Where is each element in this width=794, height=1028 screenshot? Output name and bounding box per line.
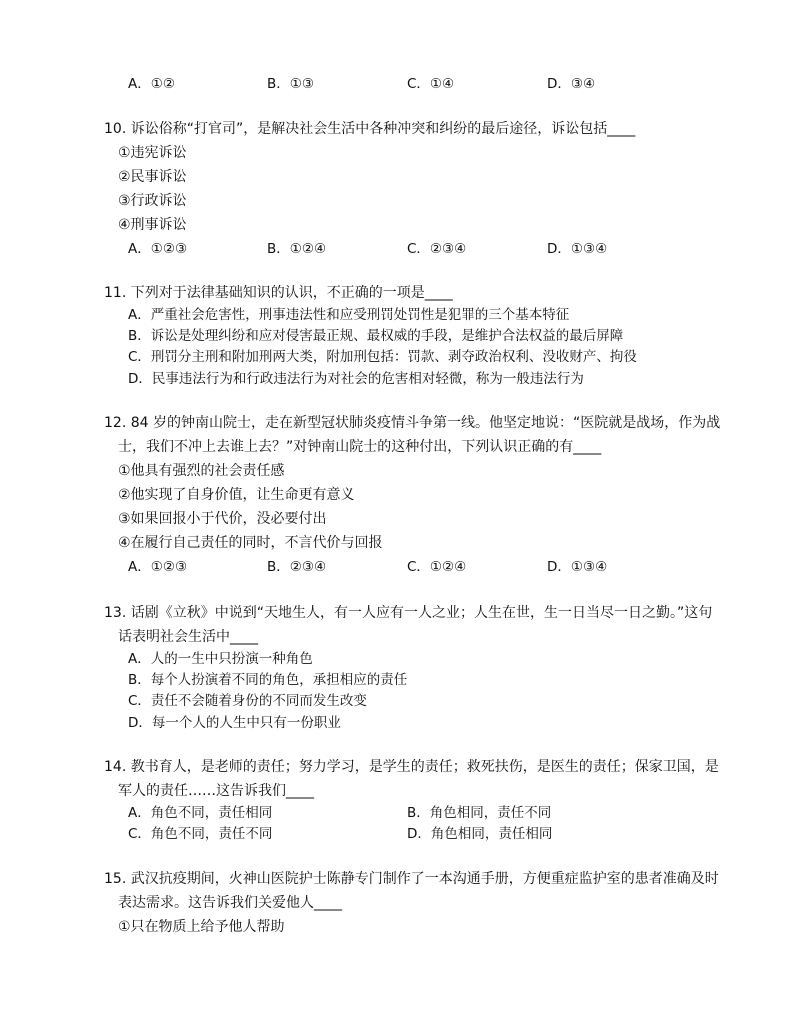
q10-stem: 10. 诉讼俗称“打官司”，是解决社会生活中各种冲突和纠纷的最后途径，诉讼包括____ <box>104 121 636 137</box>
q14-option-a: A．角色不同，责任相同 <box>128 805 273 821</box>
q12-item-3: ③如果回报小于代价，没必要付出 <box>118 511 327 527</box>
q11-stem: 11. 下列对于法律基础知识的认识，不正确的一项是____ <box>104 285 453 301</box>
q11-option-a: A．严重社会危害性，刑事违法性和应受刑罚处罚性是犯罪的三个基本特征 <box>128 307 570 323</box>
q15-item-1: ①只在物质上给予他人帮助 <box>118 919 285 935</box>
q12-item-4: ④在履行自己责任的同时，不言代价与回报 <box>118 535 383 551</box>
q13-option-b: B．每个人扮演着不同的角色，承担相应的责任 <box>128 672 408 688</box>
q11-option-d: D．民事违法行为和行政违法行为对社会的危害相对轻微，称为一般违法行为 <box>128 371 584 387</box>
q12-option-c: C．①②④ <box>407 559 467 575</box>
q14-stem-line-2: 军人的责任……这告诉我们____ <box>118 783 314 799</box>
q10-item-1: ①违宪诉讼 <box>118 145 187 161</box>
q12-stem-line-1: 12. 84 岁的钟南山院士，走在新型冠状肺炎疫情斗争第一线。他坚定地说：“医院就是战场，作为战 <box>104 415 721 431</box>
q10-item-3: ③行政诉讼 <box>118 193 187 209</box>
q9-option-c: C．①④ <box>407 76 455 92</box>
q14-option-c: C．角色不同，责任不同 <box>128 826 273 842</box>
q9-option-a: A．①② <box>128 76 175 92</box>
q13-option-a: A．人的一生中只扮演一种角色 <box>128 651 313 667</box>
q9-option-b: B．①③ <box>267 76 314 92</box>
q10-option-b: B．①②④ <box>267 241 327 257</box>
q10-option-c: C．②③④ <box>407 241 467 257</box>
q15-stem-line-2: 表达需求。这告诉我们关爱他人____ <box>118 895 342 911</box>
q10-item-4: ④刑事诉讼 <box>118 217 187 233</box>
q15-stem-line-1: 15. 武汉抗疫期间，火神山医院护士陈静专门制作了一本沟通手册，方便重症监护室的患者准确及时 <box>104 871 719 887</box>
q12-option-d: D．①③④ <box>547 559 608 575</box>
q14-option-d: D．角色相同，责任相同 <box>407 826 553 842</box>
q13-stem-line-1: 13. 话剧《立秋》中说到“天地生人，有一人应有一人之业；人生在世，生一日当尽一日之勤。”这句 <box>104 605 713 621</box>
q13-stem-line-2: 话表明社会生活中____ <box>118 629 258 645</box>
q12-item-1: ①他具有强烈的社会责任感 <box>118 463 285 479</box>
q10-item-2: ②民事诉讼 <box>118 169 187 185</box>
q14-option-b: B．角色相同，责任不同 <box>407 805 552 821</box>
q12-stem-line-2: 士，我们不冲上去谁上去？”对钟南山院士的这种付出，下列认识正确的有____ <box>118 439 602 455</box>
q12-option-b: B．②③④ <box>267 559 327 575</box>
q12-option-a: A．①②③ <box>128 559 188 575</box>
q9-option-d: D．③④ <box>547 76 596 92</box>
q13-option-c: C．责任不会随着身份的不同而发生改变 <box>128 693 367 709</box>
q13-option-d: D．每一个人的人生中只有一份职业 <box>128 715 341 731</box>
q11-option-b: B．诉讼是处理纠纷和应对侵害最正规、最权威的手段，是维护合法权益的最后屏障 <box>128 328 624 344</box>
q10-option-d: D．①③④ <box>547 241 608 257</box>
q14-stem-line-1: 14. 教书育人，是老师的责任；努力学习，是学生的责任；救死扶伤，是医生的责任；保家卫国，是 <box>104 759 719 775</box>
q11-option-c: C．刑罚分主刑和附加刑两大类，附加刑包括：罚款、剥夺政治权利、没收财产、拘役 <box>128 349 637 365</box>
q10-option-a: A．①②③ <box>128 241 188 257</box>
q12-item-2: ②他实现了自身价值，让生命更有意义 <box>118 487 355 503</box>
